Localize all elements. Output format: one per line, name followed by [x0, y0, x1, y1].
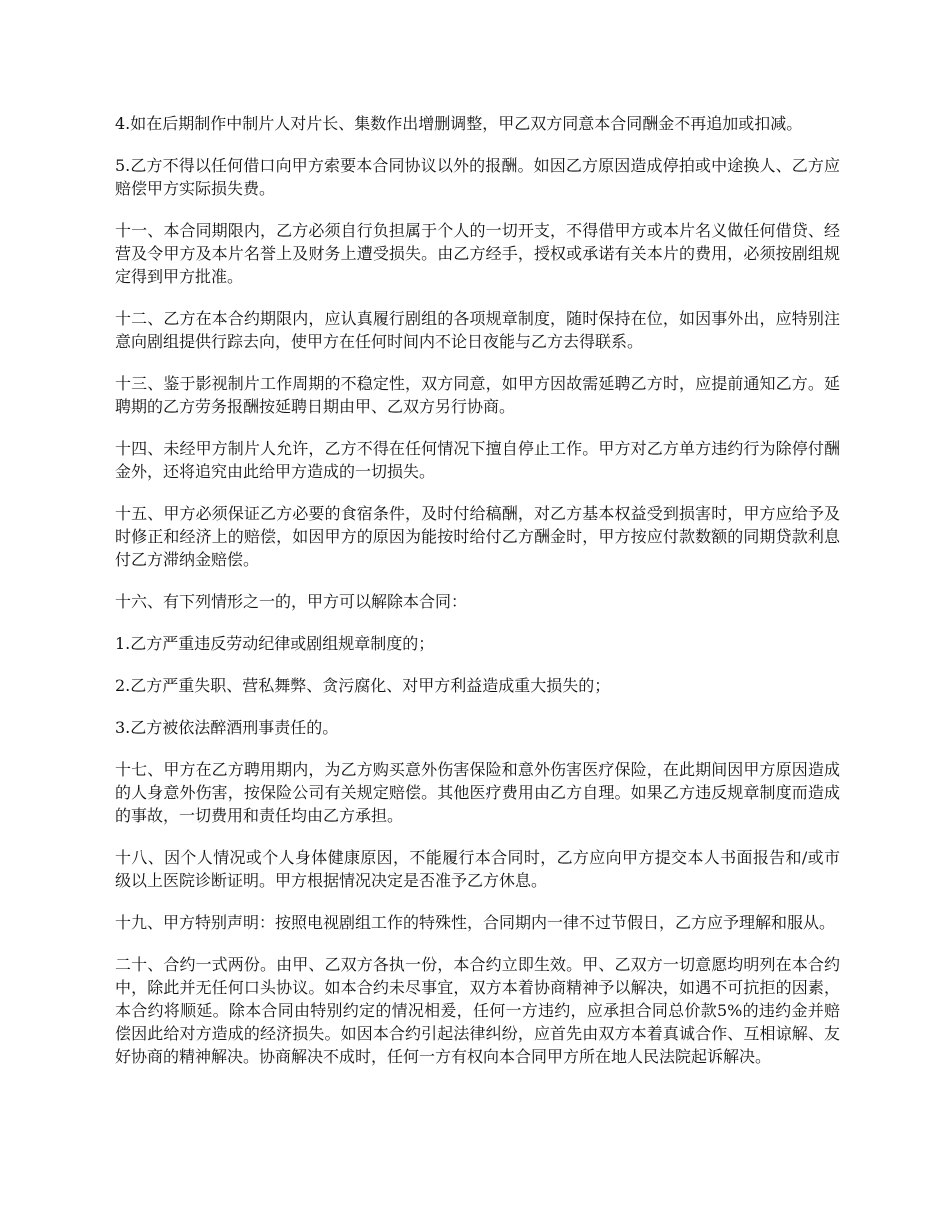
- clause-12: 十二、乙方在本合约期限内，应认真履行剧组的各项规章制度，随时保持在位，如因事外出，应特别注意向剧组提供行踪去向，使甲方在任何时间内不论日夜能与乙方去得联系。: [115, 309, 840, 351]
- clause-16-item-3: 3.乙方被依法醉酒刑事责任的。: [115, 718, 339, 737]
- clause-16-item-2: 2.乙方严重失职、营私舞弊、贪污腐化、对甲方利益造成重大损失的；: [115, 676, 611, 695]
- clause-5: 5.乙方不得以任何借口向甲方索要本合同协议以外的报酬。如因乙方原因造成停拍或中途换人、乙方应赔偿甲方实际损失费。: [115, 156, 840, 198]
- clause-4: 4.如在后期制作中制片人对片长、集数作出增删调整，甲乙双方同意本合同酬金不再追加或扣减。: [115, 114, 803, 133]
- clause-17: 十七、甲方在乙方聘用期内，为乙方购买意外伤害保险和意外伤害医疗保险，在此期间因甲方原因造成的人身意外伤害，按保险公司有关规定赔偿。其他医疗费用由乙方自理。如果乙方违反规章制度而造成的事故，一切费用和责任均由乙方承担。: [115, 760, 840, 825]
- clause-19: 十九、甲方特别声明：按照电视剧组工作的特殊性，合同期内一律不过节假日，乙方应予理解和服从。: [115, 913, 836, 932]
- clause-14: 十四、未经甲方制片人允许，乙方不得在任何情况下擅自停止工作。甲方对乙方单方违约行为除停付酬金外，还将追究由此给甲方造成的一切损失。: [115, 439, 840, 481]
- clause-16: 十六、有下列情形之一的，甲方可以解除本合同：: [115, 592, 468, 611]
- clause-20: 二十、合约一式两份。由甲、乙双方各执一份，本合约立即生效。甲、乙双方一切意愿均明列在本合约中，除此并无任何口头协议。如本合约未尽事宜，双方本着协商精神予以解决，如遇不可抗拒的因素，本合约将顺延。除本合同由特别约定的情况相爰，任何一方违约，应承担合同总价款5%的违约金并赔偿因此给对方造成的经济损失。如因本合约引起法律纠纷，应首先由双方本着真诚合作、互相谅解、友好协商的精神解决。协商解决不成时，任何一方有权向本合同甲方所在地人民法院起诉解决。: [115, 955, 840, 1066]
- document-page: [115, 112, 840, 1087]
- clause-18: 十八、因个人情况或个人身体健康原因，不能履行本合同时，乙方应向甲方提交本人书面报告和/或市级以上医院诊断证明。甲方根据情况决定是否准予乙方休息。: [115, 848, 840, 890]
- clause-15: 十五、甲方必须保证乙方必要的食宿条件，及时付给稿酬，对乙方基本权益受到损害时，甲方应给予及时修正和经济上的赔偿，如因甲方的原因为能按时给付乙方酬金时，甲方按应付款数额的同期贷款利息付乙方滞纳金赔偿。: [115, 504, 840, 569]
- clause-11: 十一、本合同期限内，乙方必须自行负担属于个人的一切开支，不得借甲方或本片名义做任何借贷、经营及令甲方及本片名誉上及财务上遭受损失。由乙方经手，授权或承诺有关本片的费用，必须按剧组规定得到甲方批准。: [115, 221, 840, 286]
- clause-13: 十三、鉴于影视制片工作周期的不稳定性，双方同意，如甲方因故需延聘乙方时，应提前通知乙方。延聘期的乙方劳务报酬按延聘日期由甲、乙双方另行协商。: [115, 374, 840, 416]
- clause-16-item-1: 1.乙方严重违反劳动纪律或剧组规章制度的；: [115, 634, 435, 653]
